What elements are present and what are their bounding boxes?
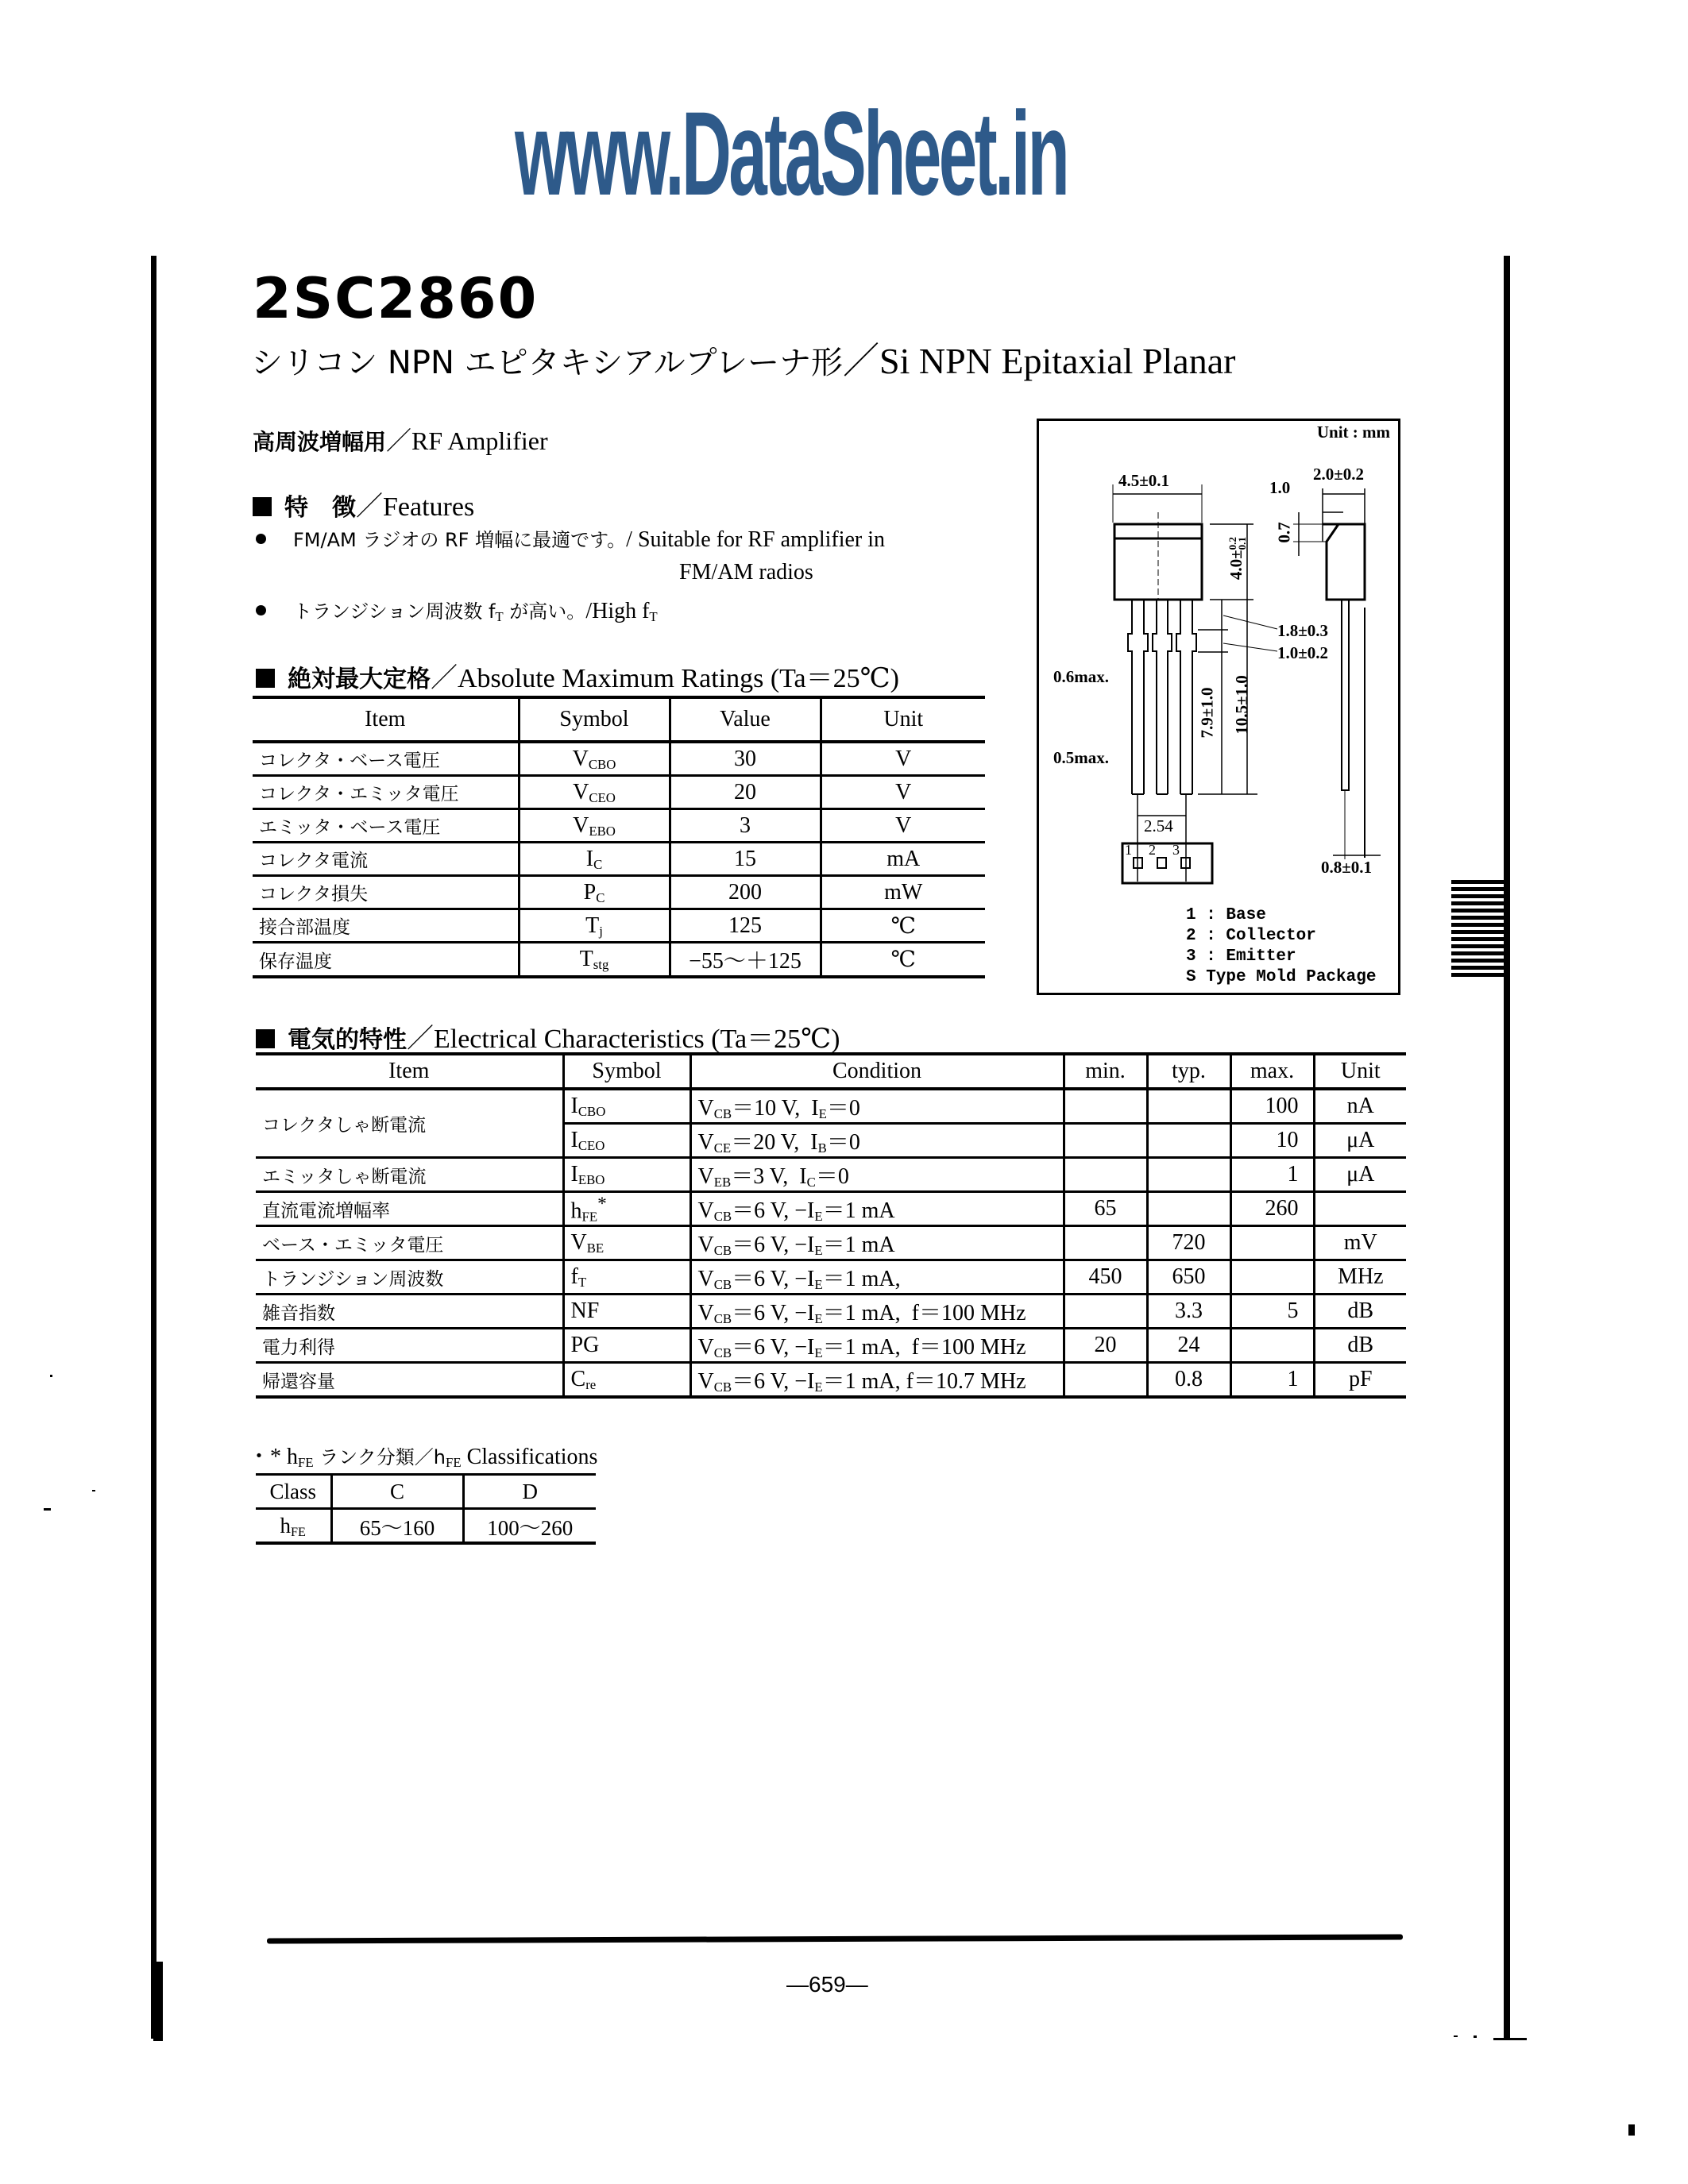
item-cell: トランジション周波数 bbox=[256, 1260, 563, 1295]
value-cell: 20 bbox=[670, 776, 821, 809]
symbol-cell: $T_{stg}$ bbox=[519, 943, 670, 978]
column-header: typ. bbox=[1147, 1054, 1230, 1089]
min-cell: 65 bbox=[1064, 1192, 1147, 1226]
left-page-border bbox=[151, 256, 156, 2039]
subscript: T bbox=[649, 609, 658, 624]
unit-cell: μA bbox=[1314, 1158, 1406, 1192]
value-cell: 100～260 bbox=[463, 1509, 596, 1544]
max-cell: 1 bbox=[1230, 1158, 1314, 1192]
unit-cell: μA bbox=[1314, 1124, 1406, 1158]
typ-cell: 650 bbox=[1147, 1260, 1230, 1295]
application-jp: 高周波増幅用 bbox=[253, 429, 387, 455]
column-header: Value bbox=[670, 697, 821, 742]
table-row bbox=[256, 1192, 1406, 1226]
dim-lead-step-2: 1.0±0.2 bbox=[1277, 643, 1329, 662]
column-header: D bbox=[463, 1475, 596, 1509]
application-sep: ／ bbox=[386, 426, 412, 455]
hfe-classification-table bbox=[256, 1473, 596, 1545]
pin-3-label: 3 bbox=[1172, 842, 1180, 858]
unit-cell: dB bbox=[1314, 1329, 1406, 1363]
section-bullet-icon bbox=[256, 669, 275, 688]
table-row bbox=[256, 1363, 1406, 1398]
column-header: min. bbox=[1064, 1054, 1147, 1089]
unit-cell bbox=[1314, 1192, 1406, 1226]
typ-cell bbox=[1147, 1158, 1230, 1192]
condition-cell: $V_{CB}=6$ V, $-I_E=1$ mA, f＝100 MHz bbox=[690, 1295, 1064, 1329]
electrical-heading-jp: 電気的特性 bbox=[288, 1026, 407, 1054]
max-cell bbox=[1230, 1226, 1314, 1260]
bullet-icon bbox=[256, 534, 266, 544]
min-cell: 20 bbox=[1064, 1329, 1147, 1363]
typ-cell: 720 bbox=[1147, 1226, 1230, 1260]
dim-lead-step-1: 1.8±0.3 bbox=[1277, 621, 1329, 640]
min-cell bbox=[1064, 1158, 1147, 1192]
symbol-cell: $h_{FE}^*$ bbox=[563, 1192, 690, 1226]
absolute-max-ratings-table bbox=[253, 696, 985, 978]
feature-item bbox=[256, 596, 658, 624]
dim-chamfer-height: 0.7 bbox=[1274, 522, 1294, 543]
max-cell: 1 bbox=[1230, 1363, 1314, 1398]
right-page-border bbox=[1504, 256, 1510, 2039]
symbol-cell: $V_{CBO}$ bbox=[519, 742, 670, 776]
dim-pitch: 2.54 bbox=[1144, 816, 1173, 835]
min-cell bbox=[1064, 1089, 1147, 1124]
symbol-cell: $V_{BE}$ bbox=[563, 1226, 690, 1260]
table-row bbox=[256, 1158, 1406, 1192]
table-row bbox=[256, 1260, 1406, 1295]
abs-max-heading-cond: (Ta＝25℃) bbox=[770, 664, 899, 693]
min-cell bbox=[1064, 1363, 1147, 1398]
scan-speck bbox=[50, 1375, 52, 1377]
abs-max-heading bbox=[256, 656, 899, 695]
unit-cell: mV bbox=[1314, 1226, 1406, 1260]
condition-cell: $V_{CB}=6$ V, $-I_E=1$ mA bbox=[690, 1226, 1064, 1260]
dim-body-height: 4.0±0.2 0.1 bbox=[1226, 537, 1249, 581]
column-header: Item bbox=[256, 1054, 563, 1089]
value-cell: 3 bbox=[670, 809, 821, 843]
table-row bbox=[256, 1329, 1406, 1363]
page-number: —659— bbox=[786, 1972, 868, 1997]
dim-lead-length-1: 7.9±1.0 bbox=[1197, 687, 1217, 739]
symbol-cell: $P_C$ bbox=[519, 876, 670, 909]
legend-item: S Type Mold Package bbox=[1186, 968, 1377, 986]
value-cell: 65～160 bbox=[331, 1509, 463, 1544]
dim-lead-thickness: 0.8±0.1 bbox=[1321, 858, 1373, 877]
unit-cell: mA bbox=[821, 843, 985, 876]
min-cell: 450 bbox=[1064, 1260, 1147, 1295]
device-subtitle bbox=[251, 338, 1235, 387]
subscript: T bbox=[495, 609, 504, 624]
table-header-row bbox=[256, 1475, 596, 1509]
application-line bbox=[253, 421, 548, 457]
dim-chamfer: 1.0 bbox=[1269, 478, 1291, 497]
table-row bbox=[256, 1509, 596, 1544]
symbol-cell: $V_{EBO}$ bbox=[519, 809, 670, 843]
watermark-banner: www.DataSheet.in bbox=[515, 87, 1068, 220]
condition-cell: $V_{CE}=20$ V, $I_B=0$ bbox=[690, 1124, 1064, 1158]
right-page-border-foot bbox=[1493, 2038, 1527, 2040]
section-bullet-icon bbox=[253, 497, 272, 516]
item-cell: ベース・エミッタ電圧 bbox=[256, 1226, 563, 1260]
unit-cell: V bbox=[821, 809, 985, 843]
dim-width: 4.5±0.1 bbox=[1118, 471, 1170, 490]
legend-item: 3 : Emitter bbox=[1186, 947, 1296, 966]
unit-label: Unit : mm bbox=[1316, 423, 1390, 442]
feature-item-continued: FM/AM radios bbox=[679, 560, 813, 585]
max-cell: 5 bbox=[1230, 1295, 1314, 1329]
item-cell: 電力利得 bbox=[256, 1329, 563, 1363]
value-cell: −55～＋125 bbox=[670, 943, 821, 978]
unit-cell: nA bbox=[1314, 1089, 1406, 1124]
subtitle-sep: ／ bbox=[843, 341, 879, 381]
column-header: Class bbox=[256, 1475, 331, 1509]
value-cell: 15 bbox=[670, 843, 821, 876]
typ-cell bbox=[1147, 1089, 1230, 1124]
table-header-row bbox=[253, 697, 985, 742]
feature-jp: トランジション周波数 f bbox=[293, 600, 496, 623]
table-row bbox=[253, 809, 985, 843]
scan-speck bbox=[1474, 2035, 1477, 2038]
symbol-cell: $I_{EBO}$ bbox=[563, 1158, 690, 1192]
item-cell: エミッタしゃ断電流 bbox=[256, 1158, 563, 1192]
column-header: Symbol bbox=[563, 1054, 690, 1089]
table-row bbox=[256, 1089, 1406, 1124]
max-cell: 100 bbox=[1230, 1089, 1314, 1124]
unit-cell: V bbox=[821, 742, 985, 776]
scan-speck bbox=[44, 1508, 51, 1511]
subtitle-jp: シリコン NPN エピタキシアルプレーナ形 bbox=[251, 345, 843, 381]
unit-cell: pF bbox=[1314, 1363, 1406, 1398]
min-cell bbox=[1064, 1124, 1147, 1158]
table-row bbox=[253, 843, 985, 876]
feature-en: /High f bbox=[585, 599, 650, 623]
column-header: Symbol bbox=[519, 697, 670, 742]
scan-speck bbox=[92, 1490, 95, 1491]
max-cell bbox=[1230, 1260, 1314, 1295]
symbol-cell: $C_{re}$ bbox=[563, 1363, 690, 1398]
feature-jp-tail: が高い。 bbox=[503, 600, 586, 623]
unit-cell: MHz bbox=[1314, 1260, 1406, 1295]
unit-cell: dB bbox=[1314, 1295, 1406, 1329]
item-cell: コレクタ・エミッタ電圧 bbox=[253, 776, 519, 809]
feature-item bbox=[256, 524, 885, 553]
column-header: C bbox=[331, 1475, 463, 1509]
item-cell: コレクタ・ベース電圧 bbox=[253, 742, 519, 776]
column-header: Item bbox=[253, 697, 519, 742]
feature-jp: FM/AM ラジオの RF 増幅に最適です。 bbox=[293, 529, 627, 551]
symbol-cell: $I_C$ bbox=[519, 843, 670, 876]
value-cell: 30 bbox=[670, 742, 821, 776]
symbol-cell: $f_T$ bbox=[563, 1260, 690, 1295]
dim-depth: 2.0±0.2 bbox=[1313, 465, 1365, 484]
item-cell: 直流電流増幅率 bbox=[256, 1192, 563, 1226]
subtitle-en: Si NPN Epitaxial Planar bbox=[879, 341, 1236, 381]
table-row bbox=[253, 776, 985, 809]
item-cell: 保存温度 bbox=[253, 943, 519, 978]
row-label: $h_{FE}$ bbox=[256, 1509, 331, 1544]
table-row bbox=[253, 742, 985, 776]
symbol-cell: $I_{CBO}$ bbox=[563, 1089, 690, 1124]
condition-cell: $V_{CB}=6$ V, $-I_E=1$ mA bbox=[690, 1192, 1064, 1226]
item-cell: コレクタ損失 bbox=[253, 876, 519, 909]
item-cell: コレクタ電流 bbox=[253, 843, 519, 876]
condition-cell: $V_{CB}=6$ V, $-I_E=1$ mA, f＝10.7 MHz bbox=[690, 1363, 1064, 1398]
max-cell bbox=[1230, 1329, 1314, 1363]
scan-speck bbox=[1454, 2035, 1458, 2037]
condition-cell: $V_{CB}=6$ V, $-I_E=1$ mA, bbox=[690, 1260, 1064, 1295]
features-heading-jp: 特 徴 bbox=[284, 494, 356, 522]
features-heading bbox=[253, 484, 474, 523]
electrical-characteristics-table bbox=[256, 1052, 1406, 1399]
column-header: Unit bbox=[821, 697, 985, 742]
min-cell bbox=[1064, 1295, 1147, 1329]
column-header: Unit bbox=[1314, 1054, 1406, 1089]
table-row bbox=[256, 1295, 1406, 1329]
section-bullet-icon bbox=[256, 1029, 275, 1048]
unit-cell: ℃ bbox=[821, 909, 985, 943]
left-page-border-foot bbox=[153, 1962, 163, 2041]
table-row bbox=[253, 943, 985, 978]
features-heading-sep: ／ bbox=[356, 492, 383, 522]
typ-cell: 0.8 bbox=[1147, 1363, 1230, 1398]
feature-en: / Suitable for RF amplifier in bbox=[626, 527, 886, 552]
item-cell: コレクタしゃ断電流 bbox=[256, 1089, 563, 1158]
footer-rule bbox=[267, 1935, 1403, 1944]
table-row bbox=[253, 876, 985, 909]
pin-legend bbox=[1186, 905, 1376, 988]
condition-cell: $V_{CB}=10$ V, $I_E=0$ bbox=[690, 1089, 1064, 1124]
symbol-cell: $V_{CEO}$ bbox=[519, 776, 670, 809]
package-outline-drawing bbox=[1037, 419, 1400, 995]
item-cell: 雑音指数 bbox=[256, 1295, 563, 1329]
column-header: Condition bbox=[690, 1054, 1064, 1089]
unit-cell: V bbox=[821, 776, 985, 809]
condition-cell: $V_{CB}=6$ V, $-I_E=1$ mA, f＝100 MHz bbox=[690, 1329, 1064, 1363]
dim-lead-length-2: 10.5±1.0 bbox=[1231, 675, 1251, 735]
legend-item: 1 : Base bbox=[1186, 906, 1266, 924]
value-cell: 200 bbox=[670, 876, 821, 909]
abs-max-heading-jp: 絶対最大定格 bbox=[288, 666, 431, 693]
typ-cell: 3.3 bbox=[1147, 1295, 1230, 1329]
symbol-cell: NF bbox=[563, 1295, 690, 1329]
typ-cell: 24 bbox=[1147, 1329, 1230, 1363]
abs-max-heading-en: Absolute Maximum Ratings bbox=[458, 664, 764, 693]
electrical-heading-sep: ／ bbox=[407, 1024, 434, 1054]
table-header-row bbox=[256, 1054, 1406, 1089]
column-header: max. bbox=[1230, 1054, 1314, 1089]
abs-max-heading-sep: ／ bbox=[431, 664, 458, 693]
pin-2-label: 2 bbox=[1149, 842, 1156, 858]
electrical-heading bbox=[256, 1017, 840, 1055]
item-cell: 接合部温度 bbox=[253, 909, 519, 943]
features-heading-en: Features bbox=[383, 492, 475, 522]
typ-cell bbox=[1147, 1192, 1230, 1226]
application-en: RF Amplifier bbox=[411, 426, 548, 455]
min-cell bbox=[1064, 1226, 1147, 1260]
electrical-heading-en: Electrical Characteristics bbox=[434, 1024, 705, 1054]
max-cell: 10 bbox=[1230, 1124, 1314, 1158]
legend-item: 2 : Collector bbox=[1186, 927, 1316, 945]
value-cell: 125 bbox=[670, 909, 821, 943]
unit-cell: ℃ bbox=[821, 943, 985, 978]
max-cell: 260 bbox=[1230, 1192, 1314, 1226]
item-cell: エミッタ・ベース電圧 bbox=[253, 809, 519, 843]
unit-cell: mW bbox=[821, 876, 985, 909]
table-row bbox=[253, 909, 985, 943]
scan-speck bbox=[1628, 2124, 1635, 2136]
part-number-title: 2SC2860 bbox=[253, 266, 539, 331]
symbol-cell: PG bbox=[563, 1329, 690, 1363]
dim-lead-width-2: 0.5max. bbox=[1053, 748, 1109, 767]
bullet-icon bbox=[256, 605, 266, 615]
condition-cell: $V_{EB}=3$ V, $I_C=0$ bbox=[690, 1158, 1064, 1192]
symbol-cell: $I_{CEO}$ bbox=[563, 1124, 690, 1158]
edge-index-tab bbox=[1451, 880, 1507, 980]
symbol-cell: $T_j$ bbox=[519, 909, 670, 943]
table-row bbox=[256, 1226, 1406, 1260]
hfe-classification-title: ・* $h_{FE}$ ランク分類$/h_{FE}$ Classifications bbox=[248, 1445, 598, 1470]
pin-1-label: 1 bbox=[1125, 842, 1132, 858]
item-cell: 帰還容量 bbox=[256, 1363, 563, 1398]
dim-lead-width-1: 0.6max. bbox=[1053, 667, 1109, 686]
electrical-heading-cond: (Ta＝25℃) bbox=[711, 1024, 840, 1054]
typ-cell bbox=[1147, 1124, 1230, 1158]
